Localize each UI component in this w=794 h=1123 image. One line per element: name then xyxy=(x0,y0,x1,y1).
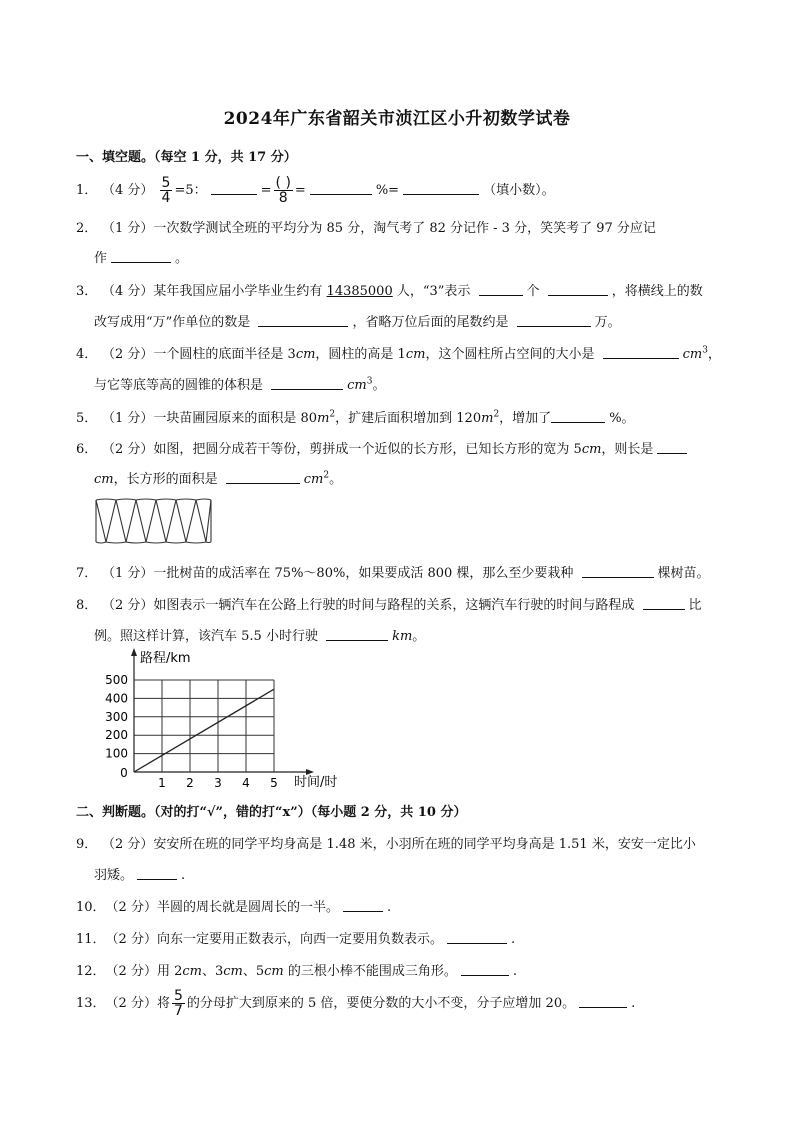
question-3: 3． （4 分）某年我国应届小学毕业生约有 14385000 人，“3”表示 个 ，将横线上的数 xyxy=(76,280,726,299)
x-tick-label: 1 xyxy=(158,776,166,790)
question-number: 9． xyxy=(76,837,98,852)
answer-blank[interactable] xyxy=(343,898,383,912)
question-11: 11．（2 分）向东一定要用正数表示，向西一定要用负数表示。 . xyxy=(76,928,726,947)
y-tick-label: 300 xyxy=(105,709,128,724)
section-judgment-heading: 二、判断题。（对的打“√”，错的打“x”）（每小题 2 分，共 10 分） xyxy=(76,805,467,820)
question-text: 向东一定要用正数表示，向西一定要用负数表示。 xyxy=(156,932,443,947)
series-line xyxy=(134,689,274,772)
question-7: 7． （1 分）一批树苗的成活率在 75%～80%，如果要成活 800 棵，那么至少要栽种 棵树苗。 xyxy=(76,562,726,581)
answer-blank[interactable] xyxy=(551,409,605,423)
question-4: 4． （2 分）一个圆柱的底面半径是 3cm，圆柱的高是 1cm，这个圆柱所占空间的大小是 $cm^3$， xyxy=(76,343,726,362)
question-6: 6． （2 分）如图，把圆分成若干等份，剪拼成一个近似的长方形，已知长方形的宽为 5cm，则长是 xyxy=(76,438,726,457)
question-number: 6． xyxy=(76,442,98,457)
question-score: （2 分） xyxy=(105,964,157,979)
answer-blank[interactable] xyxy=(226,470,300,484)
question-9 xyxy=(76,833,726,852)
question-number: 11． xyxy=(76,932,106,947)
question-text: 一次数学测试全班的平均分为 85 分，淘气考了 82 分记作 - 3 分，笑笑考了 97 分应记 xyxy=(153,221,656,236)
fraction-5-7: $\frac{5}{7}$ xyxy=(173,988,183,1019)
question-text: 半圆的周长就是圆周长的一半。 xyxy=(156,900,339,915)
answer-blank[interactable] xyxy=(517,313,591,327)
question-number: 13． xyxy=(76,996,106,1011)
question-2-cont: 作 。 xyxy=(94,251,189,266)
page-title: 2024年广东省韶关市浈江区小升初数学试卷 xyxy=(223,109,571,129)
question-score: （4 分） xyxy=(102,183,154,198)
question-score: （4 分） xyxy=(102,284,154,299)
chart-axes xyxy=(131,648,314,775)
question-score: （2 分） xyxy=(102,347,154,362)
question-number: 3． xyxy=(76,284,98,299)
answer-blank[interactable] xyxy=(137,866,177,880)
y-tick-label: 500 xyxy=(105,673,128,687)
question-score: （1 分） xyxy=(102,566,154,581)
question-number: 12． xyxy=(76,964,106,979)
answer-blank[interactable] xyxy=(271,376,343,390)
answer-blank[interactable] xyxy=(111,249,171,263)
section-fill-blank-heading: 一、填空题。（每空 1 分，共 17 分） xyxy=(76,150,297,165)
question-number: 8． xyxy=(76,598,98,613)
fraction-5-4: $\frac{5}{4}$ xyxy=(161,175,171,206)
question-score: （2 分） xyxy=(102,442,154,457)
x-tick-label: 3 xyxy=(214,776,222,790)
x-tick-label: 4 xyxy=(242,776,250,790)
answer-blank[interactable] xyxy=(579,994,627,1008)
origin-label: 0 xyxy=(120,766,128,780)
question-number: 5． xyxy=(76,411,98,426)
distance-time-chart xyxy=(98,648,348,790)
x-axis-label: 时间/时 xyxy=(294,775,338,790)
y-tick-label: 200 xyxy=(105,728,128,743)
y-tick-label: 100 xyxy=(105,746,128,761)
question-score: （2 分） xyxy=(105,996,157,1011)
y-axis-label: 路程/km xyxy=(140,651,191,666)
underlined-number: 14385000 xyxy=(326,284,393,299)
answer-blank[interactable] xyxy=(447,930,507,944)
answer-blank[interactable] xyxy=(461,962,509,976)
chart-grid xyxy=(134,680,274,772)
question-13: 13．（2 分）将 $\frac{5}{7}$ 的分母扩大到原来的 5 倍，要使分数的大小不变，分子应增加 20。 . xyxy=(76,988,636,1019)
x-tick-label: 5 xyxy=(270,776,278,790)
question-12: 12．（2 分）用 2cm、3cm、5cm 的三根小棒不能围成三角形。 . xyxy=(76,960,726,979)
answer-blank[interactable] xyxy=(211,181,257,195)
question-6-cont: cm，长方形的面积是 $cm^2$。 xyxy=(94,470,343,487)
answer-blank[interactable] xyxy=(643,596,685,610)
question-number: 2． xyxy=(76,221,98,236)
question-3-cont: 改写成用“万”作单位的数是 ，省略万位后面的尾数约是 万。 xyxy=(94,315,621,330)
question-score: （1 分） xyxy=(102,411,154,426)
answer-blank[interactable] xyxy=(548,282,608,296)
fraction-blank-8: $\frac{( )}{8}$ xyxy=(275,175,291,206)
circle-rectangle-figure xyxy=(92,497,216,545)
question-score: （2 分） xyxy=(105,932,157,947)
answer-blank[interactable] xyxy=(326,627,388,641)
question-8-cont: 例。照这样计算，该汽车 5.5 小时行驶 km。 xyxy=(94,629,426,644)
question-9-cont: 羽矮。 . xyxy=(94,868,186,883)
answer-blank[interactable] xyxy=(310,181,372,195)
question-8: 8． （2 分）如图表示一辆汽车在公路上行驶的时间与路程的关系，这辆汽车行驶的时间与路程成 比 xyxy=(76,594,726,613)
question-score: （2 分） xyxy=(102,598,154,613)
question-score: （2 分） xyxy=(105,900,157,915)
chart-series xyxy=(134,689,274,772)
answer-blank[interactable] xyxy=(657,440,687,454)
question-number: 1． xyxy=(76,183,98,198)
answer-blank[interactable] xyxy=(603,345,679,359)
question-text: 安安所在班的同学平均身高是 1.48 米，小羽所在班的同学平均身高是 1.51 米，安安一定比小 xyxy=(153,837,696,852)
question-score: （2 分） xyxy=(102,837,154,852)
question-number: 4． xyxy=(76,347,98,362)
question-number: 10． xyxy=(76,900,106,915)
answer-blank[interactable] xyxy=(403,181,479,195)
question-4-cont: 与它等底等高的圆锥的体积是 $cm^3$。 xyxy=(94,376,386,393)
question-1: 1． （4 分） $\frac{5}{4}$ =5： = $\frac{( )}{8}$ = %= （填小数）。 xyxy=(76,175,555,206)
x-tick-label: 2 xyxy=(186,776,194,790)
question-number: 7． xyxy=(76,566,98,581)
answer-blank[interactable] xyxy=(582,564,654,578)
question-2 xyxy=(76,217,726,236)
y-tick-label: 400 xyxy=(105,691,128,706)
answer-blank[interactable] xyxy=(479,282,523,296)
question-10: 10．（2 分）半圆的周长就是圆周长的一半。 . xyxy=(76,896,726,915)
question-score: （1 分） xyxy=(102,221,154,236)
question-5: 5． （1 分）一块苗圃园原来的面积是 $80m^2$，扩建后面积增加到 $120m^2$，增加了 %。 xyxy=(76,407,726,426)
answer-blank[interactable] xyxy=(258,313,348,327)
